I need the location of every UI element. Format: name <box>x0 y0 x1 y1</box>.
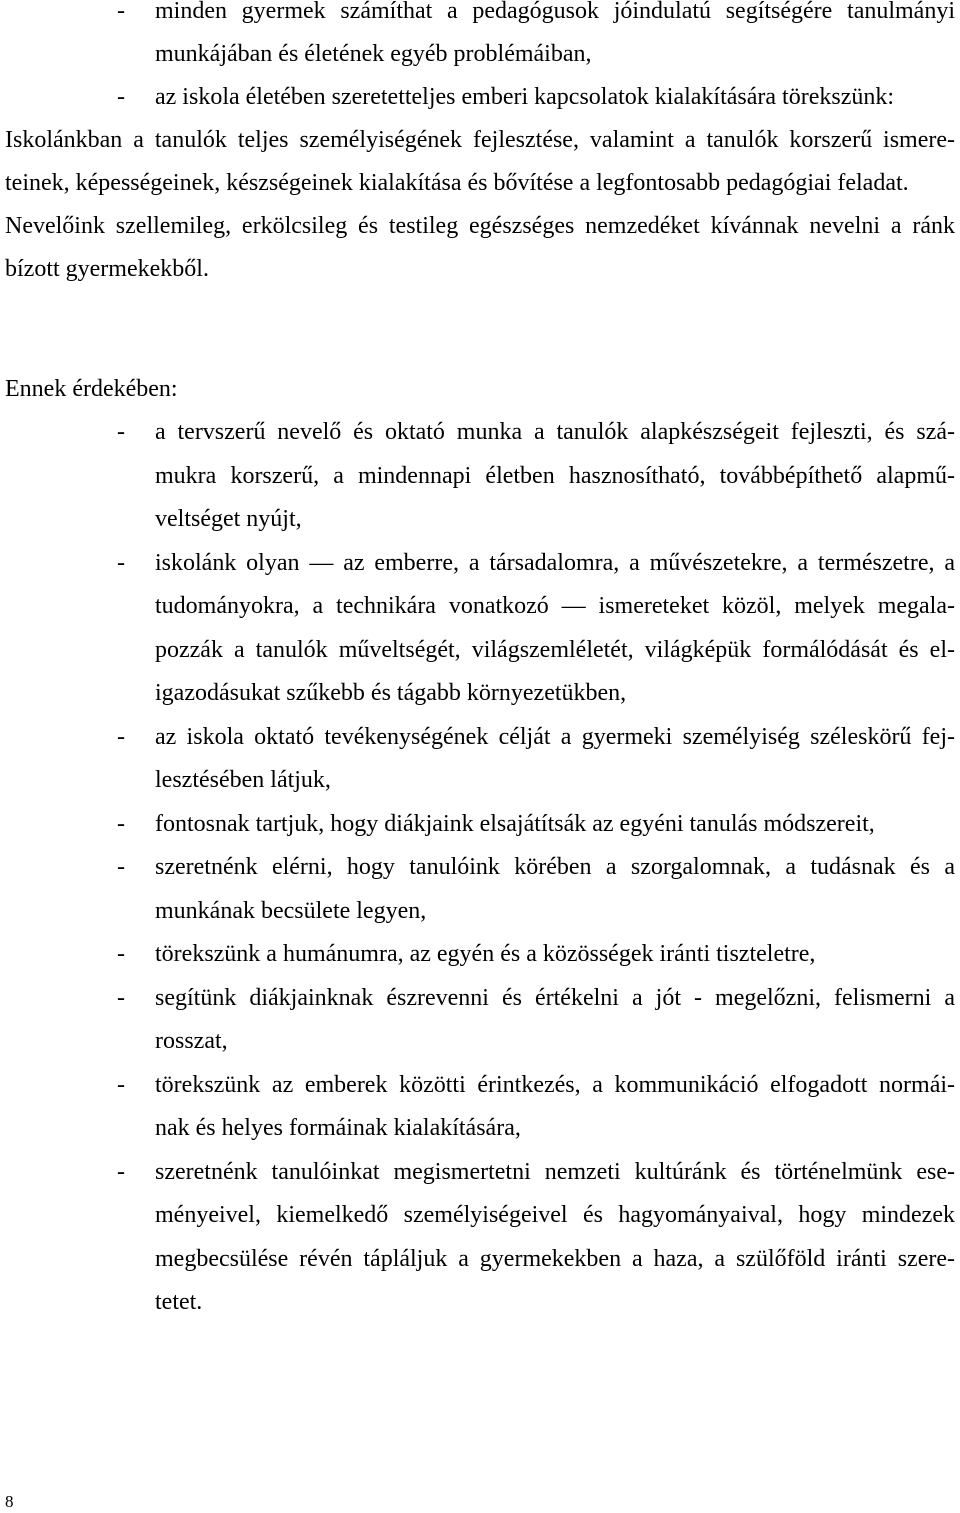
list-bullet: - <box>117 419 125 445</box>
text-line: az iskola oktató tevékenységének célját a gyermeki személyiség széleskörű fej- <box>155 723 955 750</box>
text-line: minden gyermek számíthat a pedagógusok jóindulatú segítségére tanulmányi <box>155 0 955 24</box>
text-line: fontosnak tartjuk, hogy diákjaink elsajátítsák az egyéni tanulás módszereit, <box>155 810 875 837</box>
continued-list <box>0 0 960 119</box>
text-line: munkájában és életének egyéb problémáiban, <box>155 41 592 67</box>
text-line: iskolánk olyan — az emberre, a társadalomra, a művészetekre, a természetre, a <box>155 549 955 576</box>
intro-text: Ennek érdekében: <box>5 376 178 402</box>
list-item <box>0 0 955 76</box>
list-item <box>0 411 955 542</box>
text-line: az iskola életében szeretetteljes emberi kapcsolatok kialakítására törekszünk: <box>155 84 895 110</box>
list-bullet: - <box>117 0 125 24</box>
text-line: Nevelőink szellemileg, erkölcsileg és testileg egészséges nemzedéket kívánnak nevelni a ránk <box>5 213 955 239</box>
list-bullet: - <box>117 941 125 967</box>
objectives-list <box>0 411 960 1325</box>
text-line: szeretnénk elérni, hogy tanulóink körében a szorgalomnak, a tudásnak és a <box>155 854 955 880</box>
text-line: nak és helyes formáinak kialakítására, <box>155 1115 521 1141</box>
text-line: szeretnénk tanulóinkat megismertetni nemzeti kultúránk és történelmünk ese- <box>155 1158 955 1185</box>
list-item <box>0 1151 955 1325</box>
text-line: törekszünk a humánumra, az egyén és a közösségek iránti tiszteletre, <box>155 941 816 967</box>
text-line: munkának becsülete legyen, <box>155 897 427 924</box>
text-line: rosszat, <box>155 1028 228 1054</box>
text-line: tudományokra, a technikára vonatkozó — ismereteket közöl, melyek megala- <box>155 593 955 619</box>
list-item <box>0 76 955 119</box>
text-line: pozzák a tanulók műveltségét, világszemléletét, világképük formálódását és el- <box>155 636 955 663</box>
text-line: lesztésében látjuk, <box>155 767 331 793</box>
list-item <box>0 542 955 716</box>
list-item <box>0 977 955 1064</box>
text-line: bízott gyermekekből. <box>5 256 209 282</box>
list-item <box>0 846 955 933</box>
text-line: a tervszerű nevelő és oktató munka a tanulók alapkészségeit fejleszti, és szá- <box>155 419 955 445</box>
text-line: megbecsülése révén tápláljuk a gyermekekben a haza, a szülőföld iránti szere- <box>155 1245 955 1272</box>
text-line: ményeivel, kiemelkedő személyiségeivel és hagyományaival, hogy mindezek <box>155 1202 955 1228</box>
body-paragraph <box>5 119 955 291</box>
list-bullet: - <box>117 854 125 880</box>
text-line: mukra korszerű, a mindennapi életben hasznosítható, továbbépíthető alapmű- <box>155 462 955 489</box>
text-line: veltséget nyújt, <box>155 506 302 532</box>
list-item <box>0 933 955 977</box>
text-line: igazodásukat szűkebb és tágabb környezetükben, <box>155 680 627 706</box>
list-bullet: - <box>117 810 125 837</box>
text-line: törekszünk az emberek közötti érintkezés, a kommunikáció elfogadott normái- <box>155 1071 955 1098</box>
list-item <box>0 716 955 803</box>
list-item <box>0 1064 955 1151</box>
text-line: Iskolánkban a tanulók teljes személyiségének fejlesztése, valamint a tanulók korszerű ismere- <box>5 127 955 153</box>
list-bullet: - <box>117 723 125 750</box>
text-line: tetet. <box>155 1289 203 1315</box>
list-item <box>0 803 955 847</box>
list-bullet: - <box>117 1158 125 1185</box>
list-bullet: - <box>117 984 125 1011</box>
text-line: teinek, képességeinek, készségeinek kialakítása és bővítése a legfontosabb pedagógiai feladat. <box>5 170 909 196</box>
list-bullet: - <box>117 549 125 576</box>
list-bullet: - <box>117 84 125 110</box>
text-line: segítünk diákjainknak észrevenni és értékelni a jót - megelőzni, felismerni a <box>155 984 955 1011</box>
page-number: 8 <box>5 1492 14 1511</box>
list-bullet: - <box>117 1071 125 1098</box>
